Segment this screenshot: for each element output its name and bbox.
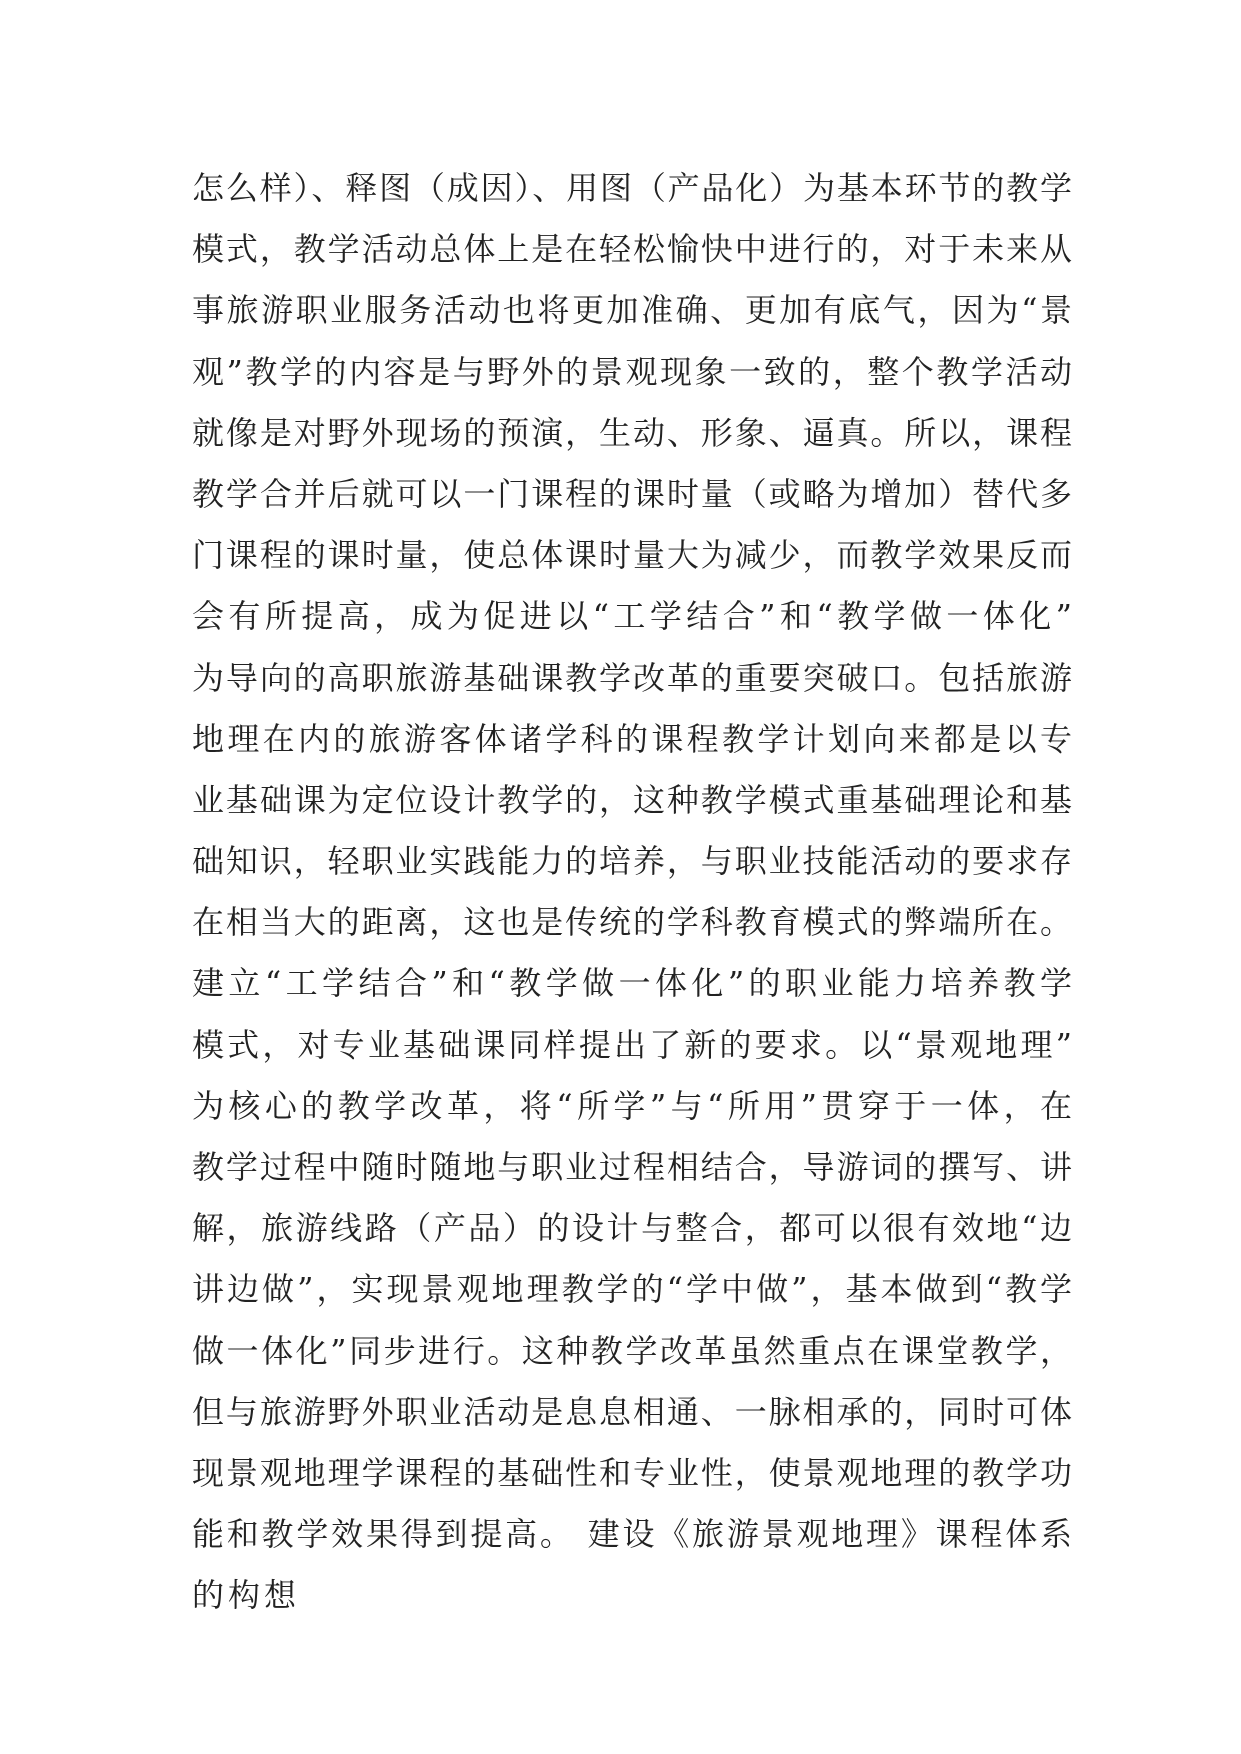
text-line: 模式，教学活动总体上是在轻松愉快中进行的，对于未来从 [192,230,1072,269]
text-line: 能和教学效果得到提高。 建设《旅游景观地理》课程体系 [192,1515,1072,1554]
text-line: 为核心的教学改革，将“所学”与“所用”贯穿于一体，在 [192,1086,1072,1125]
text-line: 讲边做”，实现景观地理教学的“学中做”，基本做到“教学 [192,1270,1072,1309]
text-line: 怎么样）、释图（成因）、用图（产品化）为基本环节的教学 [192,169,1072,207]
text-line: 就像是对野外现场的预演，生动、形象、逼真。所以，课程 [192,413,1072,452]
body-paragraph [192,158,1072,1627]
text-line: 建立“工学结合”和“教学做一体化”的职业能力培养教学 [192,964,1072,1003]
text-line: 地理在内的旅游客体诸学科的课程教学计划向来都是以专 [192,719,1072,758]
text-line: 模式，对专业基础课同样提出了新的要求。以“景观地理” [192,1025,1072,1064]
text-line: 现景观地理学课程的基础性和专业性，使景观地理的教学功 [192,1453,1072,1492]
text-line-last: 的构想 [192,1576,301,1615]
text-line: 在相当大的距离，这也是传统的学科教育模式的弊端所在。 [192,903,1072,942]
text-line: 础知识，轻职业实践能力的培养，与职业技能活动的要求存 [192,842,1072,881]
text-line: 为导向的高职旅游基础课教学改革的重要突破口。包括旅游 [192,658,1072,697]
text-line: 业基础课为定位设计教学的，这种教学模式重基础理论和基 [192,780,1072,819]
text-line: 教学过程中随时随地与职业过程相结合，导游词的撰写、讲 [192,1148,1072,1186]
text-line: 事旅游职业服务活动也将更加准确、更加有底气，因为“景 [192,291,1072,330]
text-line: 观”教学的内容是与野外的景观现象一致的，整个教学活动 [192,352,1072,391]
text-line: 但与旅游野外职业活动是息息相通、一脉相承的，同时可体 [192,1392,1072,1431]
text-line: 教学合并后就可以一门课程的课时量（或略为增加）替代多 [192,474,1072,513]
text-line: 会有所提高，成为促进以“工学结合”和“教学做一体化” [192,597,1072,636]
text-line: 做一体化”同步进行。这种教学改革虽然重点在课堂教学， [192,1331,1072,1370]
text-line: 解，旅游线路（产品）的设计与整合，都可以很有效地“边 [192,1209,1072,1248]
text-line: 门课程的课时量，使总体课时量大为减少，而教学效果反而 [192,536,1072,575]
